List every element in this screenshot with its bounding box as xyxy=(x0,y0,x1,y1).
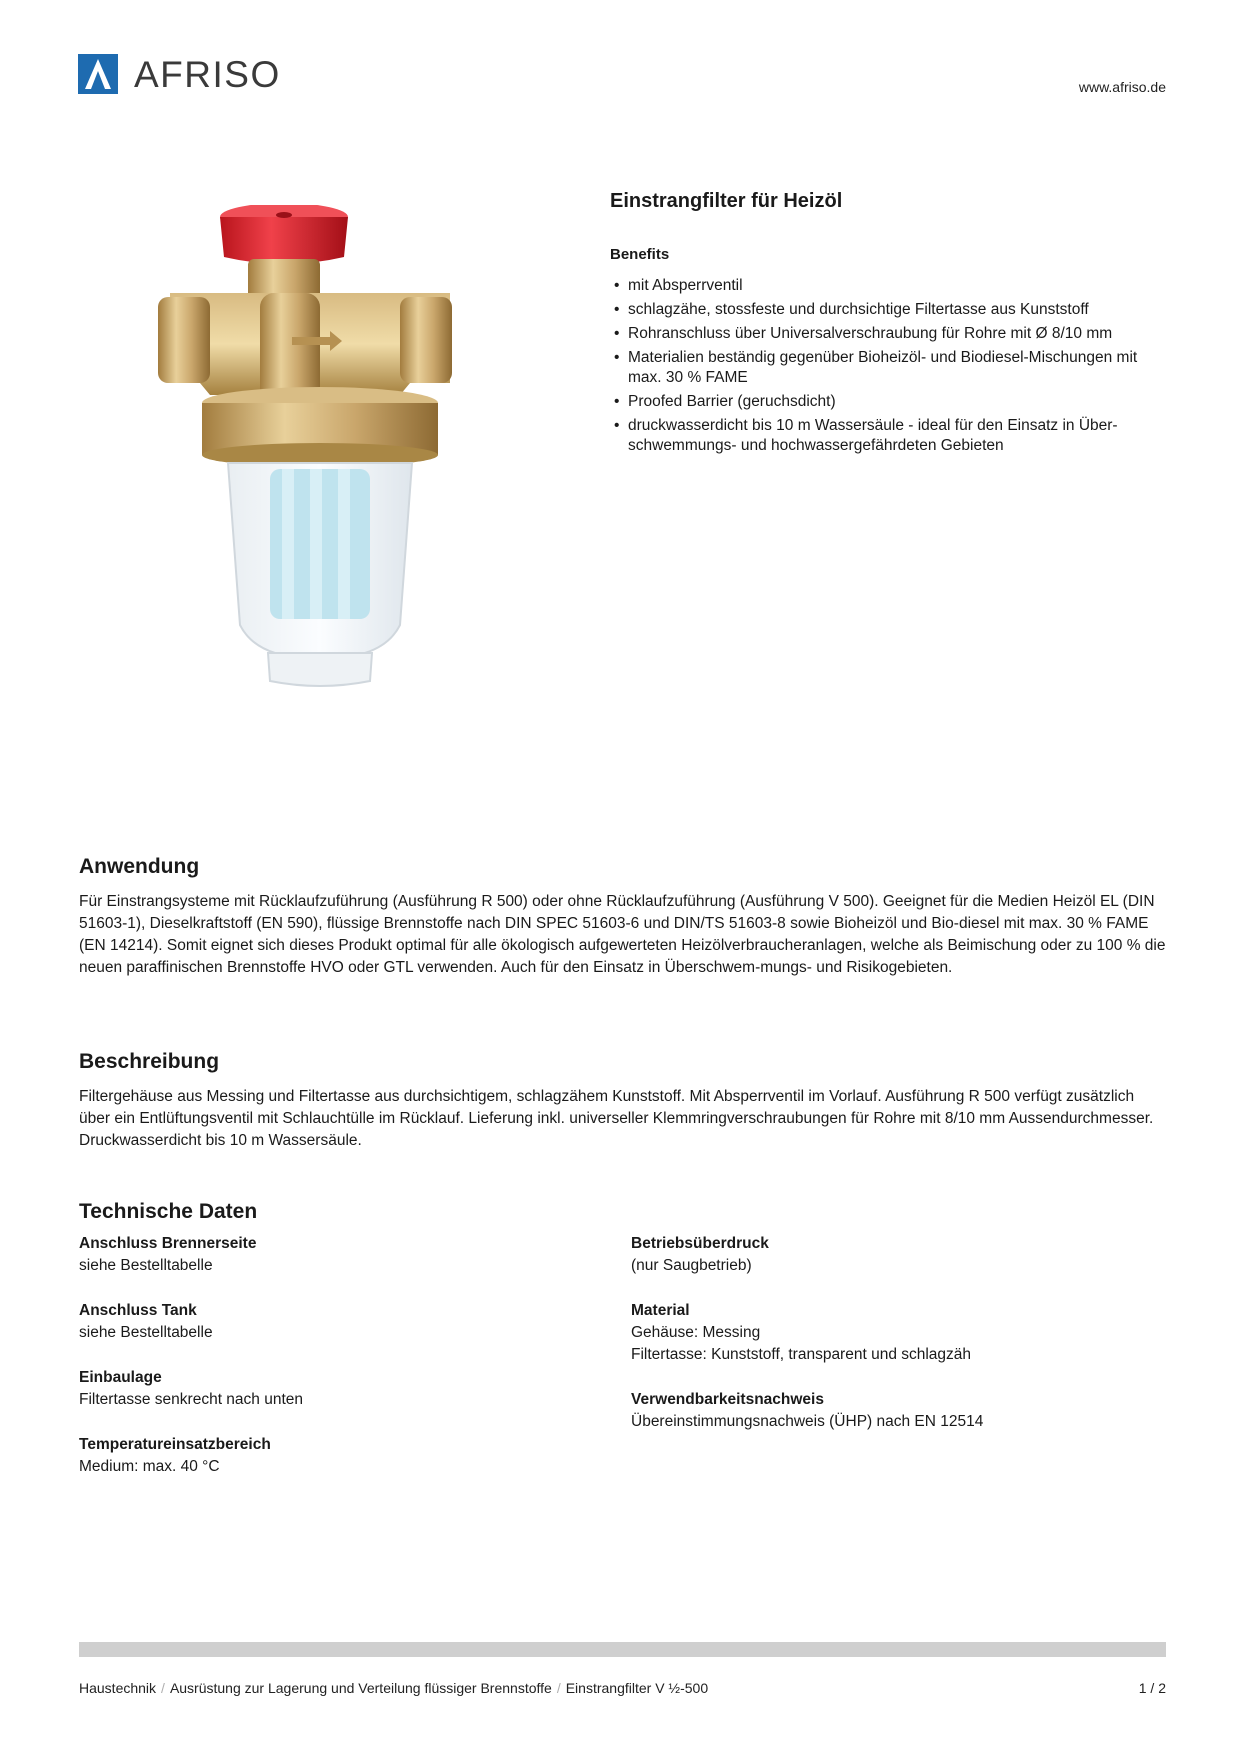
section-title-beschreibung: Beschreibung xyxy=(79,1050,220,1073)
page-number: 1 / 2 xyxy=(1138,1680,1166,1696)
spec-betriebsueberdruck xyxy=(631,1233,1111,1277)
brand-name: AFRISO xyxy=(134,53,281,95)
breadcrumb-item[interactable]: Haustechnik xyxy=(79,1680,157,1696)
benefit-item: • Rohranschluss über Universalverschraubung für Rohre mit Ø 8/10 mm xyxy=(612,324,1172,344)
spec-material xyxy=(631,1300,1111,1366)
spec-label: Material xyxy=(631,1302,690,1319)
spec-value: siehe Bestelltabelle xyxy=(79,1324,213,1341)
spec-temperatureinsatzbereich xyxy=(79,1434,559,1478)
footer-divider-bar xyxy=(79,1642,1166,1657)
section-title-anwendung: Anwendung xyxy=(79,855,200,878)
breadcrumb-item[interactable]: Ausrüstung zur Lagerung und Verteilung flüssiger Brennstoffe xyxy=(169,1680,552,1696)
benefit-item: • Materialien beständig gegenüber Bioheizöl- und Biodiesel-Mischungen mit max. 30 % FAME xyxy=(612,348,1172,388)
spec-label: Verwendbarkeitsnachweis xyxy=(631,1391,824,1408)
spec-einbaulage xyxy=(79,1367,559,1411)
product-image xyxy=(150,205,500,775)
breadcrumb xyxy=(79,1680,708,1696)
spec-value: siehe Bestelltabelle xyxy=(79,1257,213,1274)
benefit-item: • mit Absperrventil xyxy=(612,276,1172,296)
breadcrumb-separator: / xyxy=(556,1680,561,1696)
spec-value: Filtertasse senkrecht nach unten xyxy=(79,1391,304,1408)
spec-label: Anschluss Brennerseite xyxy=(79,1235,257,1252)
spec-value: Filtertasse: Kunststoff, transparent und schlagzäh xyxy=(631,1346,972,1363)
benefit-item: • Proofed Barrier (geruchsdicht) xyxy=(612,392,1172,412)
spec-anschluss-brennerseite xyxy=(79,1233,559,1277)
spec-value: Medium: max. 40 °C xyxy=(79,1458,220,1475)
benefit-item: • schlagzähe, stossfeste und durchsichtige Filtertasse aus Kunststoff xyxy=(612,300,1172,320)
section-title-technische-daten: Technische Daten xyxy=(79,1200,258,1223)
spec-label: Temperatureinsatzbereich xyxy=(79,1436,271,1453)
afriso-triangle-logo-icon xyxy=(78,54,118,94)
website-link[interactable]: www.afriso.de xyxy=(1078,79,1166,95)
spec-label: Betriebsüberdruck xyxy=(631,1235,769,1252)
spec-label: Einbaulage xyxy=(79,1369,162,1386)
breadcrumb-item[interactable]: Einstrangfilter V ½-500 xyxy=(565,1680,709,1696)
section-text-anwendung: Für Einstrangsysteme mit Rücklaufzuführung (Ausführung R 500) oder ohne Rücklaufzuführung (Ausführung V 500). Geeignet für die Medien Heizöl EL (DIN 51603-1), Dieselkraftstoff (EN 590), flüssige Brennstoffe nach DIN SPEC 51603-6 und DIN/TS 51603-8 sowie Bioheizöl und Bio-diesel mit max. 30 % FAME (EN 14214). Somit eignet sich dieses Produkt optimal für alle ökologisch aufgewerteten Heizölverbraucheranlagen, welche als Beimischung oder zu 100 % die neuen paraffinischen Brennstoffe HVO oder GTL verwenden. Auch für den Einsatz in Überschwem-mungs- und Risikogebieten. xyxy=(79,893,1166,976)
benefit-item: • druckwasserdicht bis 10 m Wassersäule - ideal für den Einsatz in Über-schwemmungs- und hochwassergefährdeten Gebieten xyxy=(612,416,1172,456)
benefits-heading: Benefits xyxy=(610,246,670,263)
spec-label: Anschluss Tank xyxy=(79,1302,197,1319)
spec-value: Gehäuse: Messing xyxy=(631,1324,761,1341)
spec-verwendbarkeitsnachweis xyxy=(631,1389,1111,1433)
spec-anschluss-tank xyxy=(79,1300,559,1344)
section-text-beschreibung: Filtergehäuse aus Messing und Filtertasse aus durchsichtigem, schlagzähem Kunststoff. Mit Absperrventil im Vorlauf. Ausführung R 500 verfügt zusätzlich über ein Entlüftungsventil mit Schlauchtülle im Rücklauf. Lieferung inkl. universeller Klemmringverschraubungen für Rohre mit 8/10 mm Aussendurchmesser. Druckwasserdicht bis 10 m Wassersäule. xyxy=(79,1088,1154,1149)
benefits-list xyxy=(612,276,1172,460)
product-title: Einstrangfilter für Heizöl xyxy=(610,190,843,212)
brand-logo xyxy=(78,54,281,94)
breadcrumb-separator: / xyxy=(161,1680,165,1696)
spec-value: Übereinstimmungsnachweis (ÜHP) nach EN 12514 xyxy=(631,1413,984,1430)
spec-value: (nur Saugbetrieb) xyxy=(631,1257,752,1274)
